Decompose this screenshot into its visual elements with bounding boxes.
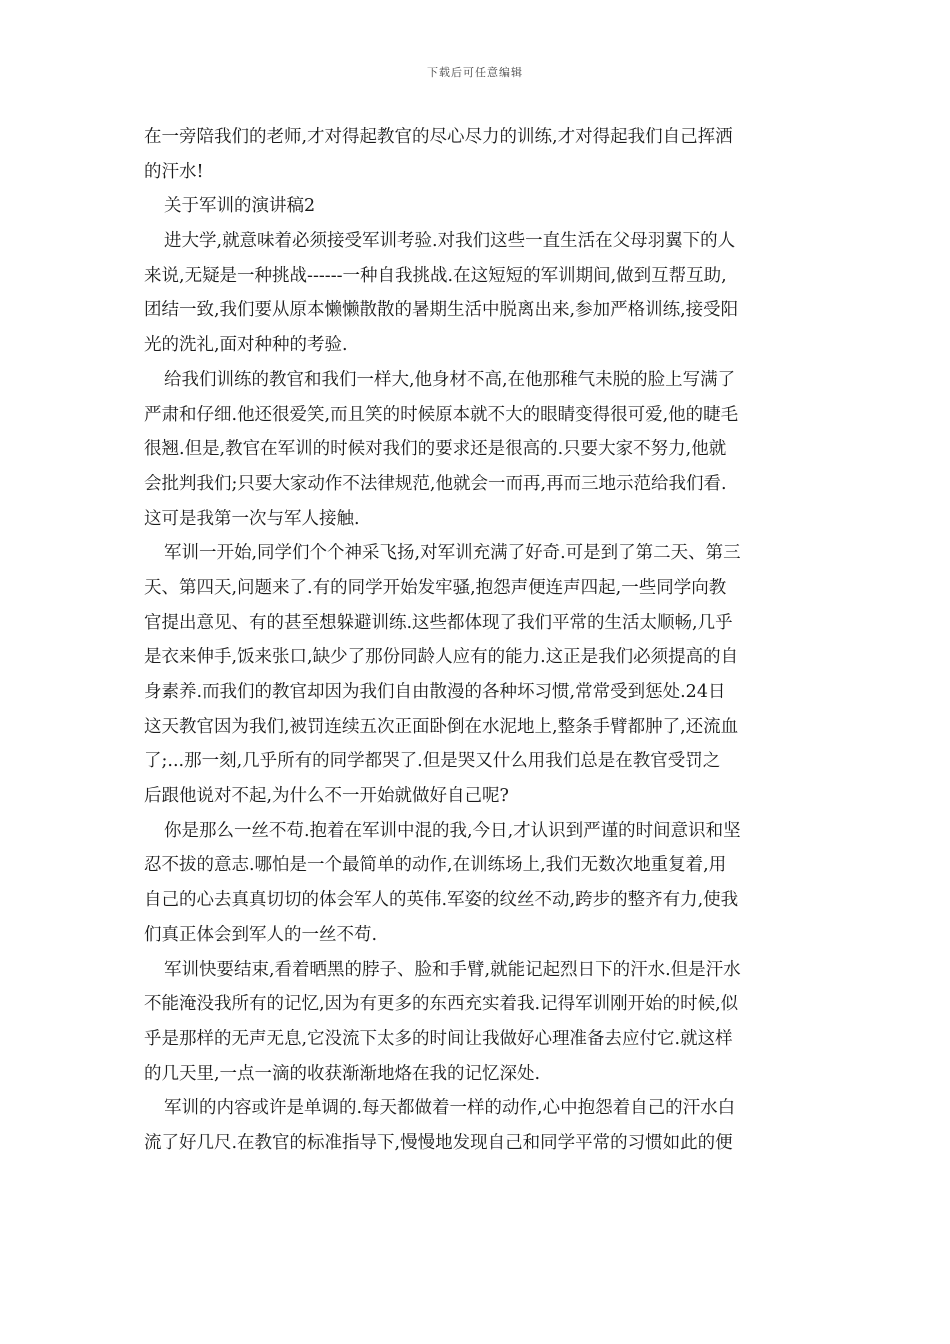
document-body — [144, 120, 816, 1161]
text-line: 军训快要结束,看着晒黑的脖子、脸和手臂,就能记起烈日下的汗水.但是汗水 — [164, 959, 741, 980]
text-line: 忍不拔的意志.哪怕是一个最简单的动作,在训练场上,我们无数次地重复着,用 — [144, 855, 727, 876]
text-line: 进大学,就意味着必须接受军训考验.对我们这些一直生活在父母羽翼下的人 — [164, 231, 736, 252]
text-line: 关于军训的演讲稿2 — [164, 196, 316, 217]
header-note: 下载后可任意编辑 — [427, 66, 523, 79]
text-line: 天、第四天,问题来了.有的同学开始发牢骚,抱怨声便连声四起,一些同学向教 — [144, 577, 727, 598]
text-line: 后跟他说对不起,为什么不一开始就做好自己呢? — [144, 786, 509, 807]
text-line: 不能淹没我所有的记忆,因为有更多的东西充实着我.记得军训刚开始的时候,似 — [144, 994, 739, 1015]
text-line: 了;...那一刻,几乎所有的同学都哭了.但是哭又什么用我们总是在教官受罚之 — [144, 751, 721, 772]
text-line: 这可是我第一次与军人接触. — [144, 508, 360, 529]
text-line: 身素养.而我们的教官却因为我们自由散漫的各种坏习惯,常常受到惩处.24日 — [144, 682, 726, 702]
text-line: 严肃和仔细.他还很爱笑,而且笑的时候原本就不大的眼睛变得很可爱,他的睫毛 — [144, 404, 739, 425]
text-line: 给我们训练的教官和我们一样大,他身材不高,在他那稚气未脱的脸上写满了 — [164, 369, 736, 390]
text-line: 来说,无疑是一种挑战------一种自我挑战.在这短短的军训期间,做到互帮互助, — [144, 265, 727, 286]
text-line: 们真正体会到军人的一丝不苟. — [144, 924, 378, 945]
text-line: 会批判我们;只要大家动作不法律规范,他就会一而再,再而三地示范给我们看. — [144, 473, 727, 494]
text-line: 乎是那样的无声无息,它没流下太多的时间让我做好心理准备去应付它.就这样 — [144, 1028, 733, 1049]
text-line: 官提出意见、有的甚至想躲避训练.这些都体现了我们平常的生活太顺畅,几乎 — [144, 612, 733, 633]
text-line: 团结一致,我们要从原本懒懒散散的暑期生活中脱离出来,参加严格训练,接受阳 — [144, 300, 739, 321]
text-line: 你是那么一丝不苟.抱着在军训中混的我,今日,才认识到严谨的时间意识和坚 — [164, 820, 741, 841]
text-line: 的几天里,一点一滴的收获渐渐地烙在我的记忆深处. — [144, 1063, 541, 1084]
text-line: 的汗水! — [144, 161, 204, 182]
text-line: 自己的心去真真切切的体会军人的英伟.军姿的纹丝不动,跨步的整齐有力,使我 — [144, 890, 739, 911]
text-line: 这天教官因为我们,被罚连续五次正面卧倒在水泥地上,整条手臂都肿了,还流血 — [144, 716, 739, 737]
text-line: 很翘.但是,教官在军训的时候对我们的要求还是很高的.只要大家不努力,他就 — [144, 439, 727, 460]
text-line: 光的洗礼,面对种种的考验. — [144, 335, 348, 356]
text-line: 流了好几尺.在教官的标准指导下,慢慢地发现自己和同学平常的习惯如此的便 — [144, 1132, 733, 1153]
text-line: 在一旁陪我们的老师,才对得起教官的尽心尽力的训练,才对得起我们自己挥洒 — [144, 127, 733, 147]
text-line: 军训一开始,同学们个个神采飞扬,对军训充满了好奇.可是到了第二天、第三 — [164, 543, 741, 564]
text-line: 军训的内容或许是单调的.每天都做着一样的动作,心中抱怨着自己的汗水白 — [164, 1098, 736, 1119]
text-line: 是衣来伸手,饭来张口,缺少了那份同龄人应有的能力.这正是我们必须提高的自 — [144, 647, 739, 668]
